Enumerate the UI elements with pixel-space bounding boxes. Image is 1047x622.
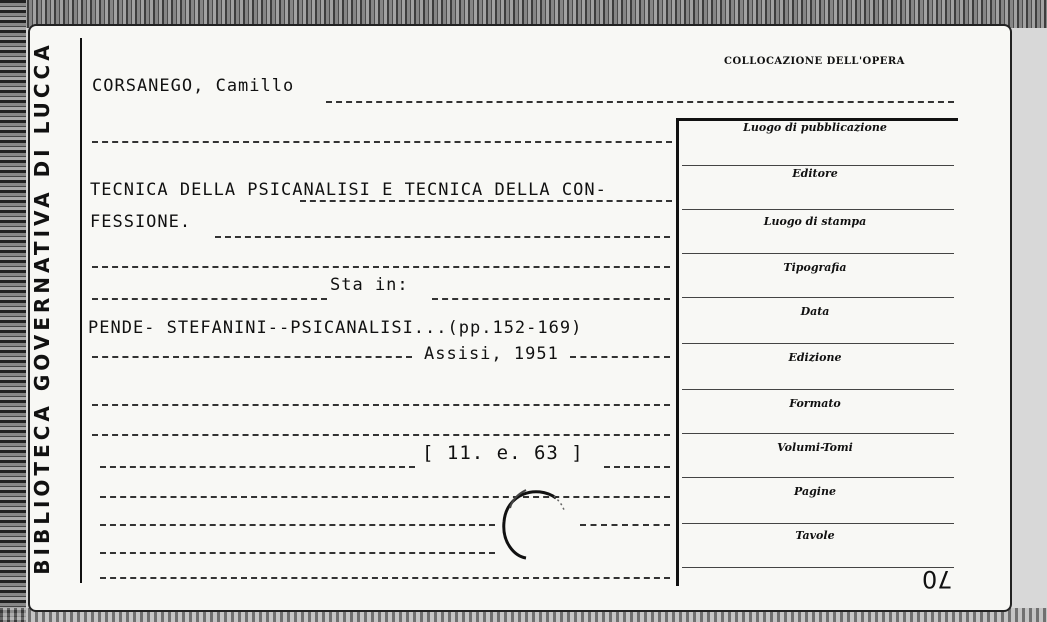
guide-line <box>92 298 327 300</box>
field-line <box>682 389 954 390</box>
guide-line <box>100 524 495 526</box>
source-line-1: PENDE- STEFANINI--PSICANALISI...(pp.152-169) <box>88 318 583 338</box>
guide-line <box>326 101 954 103</box>
field-tavole: Tavole <box>795 529 835 542</box>
field-editore: Editore <box>792 167 838 180</box>
guide-line <box>300 200 672 202</box>
guide-line <box>100 496 670 498</box>
title-line-1: TECNICA DELLA PSICANALISI E TECNICA DELLA CON- <box>90 180 607 200</box>
field-line <box>682 477 954 478</box>
guide-line <box>92 434 670 436</box>
field-line <box>682 433 954 434</box>
guide-line <box>92 266 670 268</box>
guide-line <box>92 356 412 358</box>
author-name: CORSANEGO, Camillo <box>92 76 295 96</box>
collocation-panel <box>674 115 956 585</box>
field-luogo-stampa: Luogo di stampa <box>763 215 867 228</box>
field-edizione: Edizione <box>788 351 842 364</box>
collocation-heading: COLLOCAZIONE DELL'OPERA <box>724 56 905 67</box>
scan-edge-left <box>0 0 26 622</box>
field-line <box>682 209 954 210</box>
guide-line <box>215 236 670 238</box>
field-tipografia: Tipografia <box>783 261 847 274</box>
field-line <box>682 567 954 568</box>
guide-line <box>92 404 670 406</box>
guide-line <box>432 298 670 300</box>
field-volumi-tomi: Volumi-Tomi <box>777 441 853 454</box>
field-luogo-pubblicazione: Luogo di pubblicazione <box>743 121 887 134</box>
field-pagine: Pagine <box>794 485 836 498</box>
handwritten-number: 70 <box>922 565 953 593</box>
title-line-2: FESSIONE. <box>90 212 192 232</box>
field-formato: Formato <box>789 397 841 410</box>
guide-line <box>100 577 670 579</box>
field-line <box>682 165 954 166</box>
field-line <box>682 343 954 344</box>
margin-rule <box>80 38 82 583</box>
guide-line <box>100 466 415 468</box>
library-name: BIBLIOTECA GOVERNATIVA DI LUCCA <box>30 41 54 575</box>
guide-line <box>570 356 670 358</box>
source-line-2: Assisi, 1951 <box>424 344 559 364</box>
guide-line <box>580 524 670 526</box>
field-line <box>682 253 954 254</box>
field-line <box>682 297 954 298</box>
contained-in-label: Sta in: <box>330 275 409 295</box>
field-data: Data <box>800 305 830 318</box>
guide-line <box>92 141 672 143</box>
guide-line <box>604 466 670 468</box>
guide-line <box>100 552 495 554</box>
shelfmark: [ 11. e. 63 ] <box>422 442 584 464</box>
field-line <box>682 523 954 524</box>
library-stamp <box>496 484 572 560</box>
